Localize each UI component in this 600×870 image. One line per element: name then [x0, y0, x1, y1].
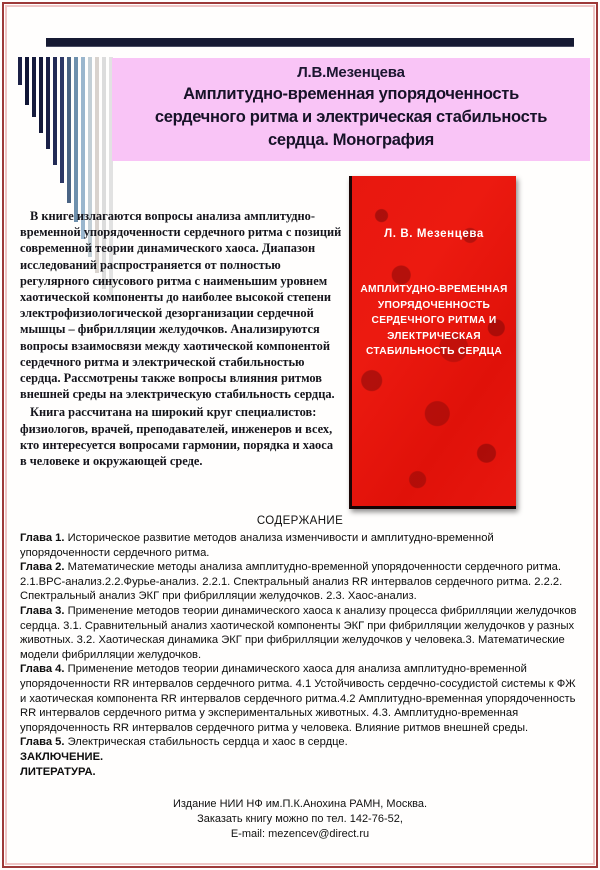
book-cover-title: АМПЛИТУДНО-ВРЕМЕННАЯ УПОРЯДОЧЕННОСТЬ СЕРДЕЧНОГО РИТМА И ЭЛЕКТРИЧЕСКАЯ СТАБИЛЬНОСТЬ СЕРДЦА — [360, 284, 508, 357]
decorative-bar-5 — [46, 57, 50, 149]
decorative-bar-8 — [67, 57, 71, 203]
contents-entry — [20, 750, 582, 765]
contents-entry-chapter: Глава 4. — [20, 663, 65, 676]
contents-entry-chapter: Глава 5. — [20, 736, 65, 749]
contents-entry-chapter: Глава 3. — [20, 604, 65, 617]
book-cover-author: Л. В. Мезенцева — [384, 228, 484, 240]
top-divider-rule — [46, 38, 574, 47]
contents-list — [20, 531, 582, 779]
contents-heading: СОДЕРЖАНИЕ — [256, 515, 344, 527]
contents-entry — [20, 765, 582, 780]
footer-phone: Заказать книгу можно по тел. 142-76-52, — [197, 813, 403, 825]
contents-entry-text: Применение методов теории динамического хаоса для анализа амплитудно-временной упорядоченности RR интервалов сердечного ритма. 4.1 Устойчивость сердечно-сосудистой системы к ФЖ и хаотическая компонента RR интервалов сердечного ритма.4.2 Амплитудно-временная упорядоченность RR интервалов сердечного ритма у экспериментальных животных. 4.3. Амплитудно-временная упорядоченность RR интервалов сердечного ритма у человека. Влияние ритмов внешней среды. — [20, 663, 576, 734]
contents-entry-chapter: ЛИТЕРАТУРА. — [20, 765, 96, 778]
contents-entry-text: Историческое развитие методов анализа изменчивости и амплитудно-временной упорядоченности сердечного ритма. — [20, 532, 494, 559]
banner-author: Л.В.Мезенцева — [297, 64, 405, 81]
decorative-bar-1 — [18, 57, 22, 85]
contents-entry-chapter: Глава 1. — [20, 532, 65, 544]
poster-footer — [20, 797, 580, 842]
contents-entry — [20, 604, 582, 662]
contents-entry-chapter: Глава 2. — [20, 561, 65, 574]
decorative-bar-3 — [32, 57, 36, 117]
decorative-bar-2 — [25, 57, 29, 105]
footer-email: E-mail: mezencev@direct.ru — [230, 828, 370, 840]
decorative-bar-9 — [74, 57, 78, 222]
contents-entry — [20, 560, 582, 604]
annotation-paragraph-2: Книга рассчитана на широкий круг специалистов: физиологов, врачей, преподавателей, инженеров и всех, кто интересуется вопросами гармонии, порядка и хаоса в человеке и окружающей среде. — [20, 405, 334, 469]
contents-entry — [20, 531, 582, 560]
contents-entry — [20, 735, 582, 750]
contents-entry-text: Математические методы анализа амплитудно-временной упорядоченности сердечного ритма. 2.1.ВРС-анализ.2.2.Фурье-анализ. 2.2.1. Спектральный анализ RR интервалов сердечного ритма. 2.2.2. Спектральный анализ ЭКГ при фибрилляции желудочков. 2.3. Хаос-анализ. — [20, 561, 563, 603]
contents-entry — [20, 662, 582, 735]
book-annotation — [20, 208, 342, 471]
contents-entry-text: Электрическая стабильность сердца и хаос в сердце. — [64, 736, 348, 749]
footer-publisher: Издание НИИ НФ им.П.К.Анохина РАМН, Москва. — [172, 798, 428, 810]
contents-entry-text: Применение методов теории динамического хаоса к анализу процесса фибрилляции желудочков сердца. 3.1. Сравнительный анализ хаотической компоненты ЭКГ при фибрилляции желудочков у разных животных. 3.2. Хаотическая динамика ЭКГ при фибрилляции желудочков у человека.3. Математические модели фибрилляции желудочков. — [20, 604, 577, 661]
decorative-bar-4 — [39, 57, 43, 133]
decorative-bar-7 — [60, 57, 64, 183]
banner-title-line-1: Амплитудно-временная упорядоченность — [183, 85, 519, 103]
banner-title-line-3: сердца. Монография — [268, 131, 434, 149]
decorative-bar-6 — [53, 57, 57, 165]
title-banner — [112, 58, 590, 161]
banner-title-line-2: сердечного ритма и электрическая стабильность — [154, 108, 548, 126]
annotation-paragraph-1: В книге излагаются вопросы анализа амплитудно-временной упорядоченности сердечного ритма с позиций современной теории динамического хаоса. Диапазон исследований распространяется от полностью регулярного синусового ритма с наименьшим уровнем хаотической компоненты до наиболее высокой степени электрофизиологической дезорганизации сердечной мышцы – фибрилляции желудочков. Анализируются вопросы взаимосвязи между хаотической компонентой сердечного ритма и электрической стабильностью сердца. Рассмотрены также вопросы влияния ритмов внешней среды на электрическую стабильность сердца. — [20, 209, 342, 402]
contents-entry-chapter: ЗАКЛЮЧЕНИЕ. — [20, 750, 104, 763]
book-cover-image — [349, 176, 516, 509]
